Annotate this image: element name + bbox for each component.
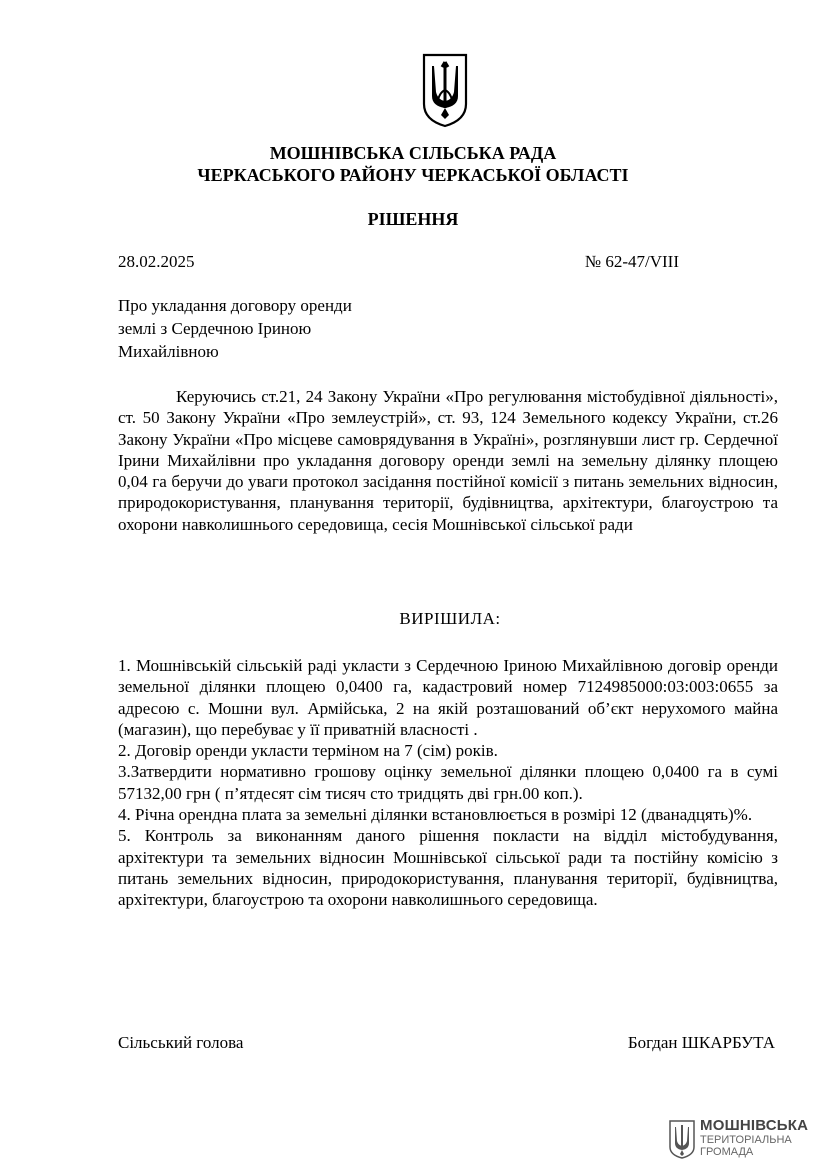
- community-logo: [668, 1115, 818, 1163]
- signatory-position: Сільський голова: [118, 1033, 244, 1052]
- decision-item: 2. Договір оренди укласти терміном на 7 (сім) років.: [118, 741, 498, 761]
- subject-line: Про укладання договору оренди: [118, 296, 352, 315]
- decision-item: 5. Контроль за виконанням даного рішення покласти на відділ містобудування, архітектури та земельних відносин Мошнівської сільської ради та постійну комісію з питань земельних відносин, природокористування, планування території, будівництва, архітектури, благоустрою та охорони навколишнього середовища.: [118, 826, 778, 910]
- council-name: МОШНІВСЬКА СІЛЬСЬКА РАДА: [269, 143, 557, 163]
- decision-number: № 62-47/VIII: [584, 252, 679, 271]
- signatory-name: Богдан ШКАРБУТА: [627, 1033, 775, 1052]
- logo-line-3: ГРОМАДА: [700, 1146, 754, 1158]
- logo-line-2: ТЕРИТОРІАЛЬНА: [700, 1134, 792, 1146]
- decision-items: [118, 655, 778, 911]
- council-district: ЧЕРКАСЬКОГО РАЙОНУ ЧЕРКАСЬКОЇ ОБЛАСТІ: [197, 165, 629, 185]
- coat-of-arms-icon: [421, 52, 469, 128]
- trident-shield-icon: [668, 1119, 696, 1159]
- resolved-heading: ВИРІШИЛА:: [399, 609, 501, 628]
- subject-line: землі з Сердечною Іриною: [118, 319, 312, 338]
- logo-line-1: МОШНІВСЬКА: [700, 1117, 809, 1134]
- decision-subject: [118, 294, 352, 363]
- decision-item: 4. Річна орендна плата за земельні ділянки встановлюється в розмірі 12 (дванадцять)%.: [118, 805, 753, 825]
- document-type: РІШЕННЯ: [367, 209, 459, 229]
- subject-line: Михайлівною: [118, 342, 219, 361]
- preamble-paragraph: Керуючись ст.21, 24 Закону України «Про регулювання містобудівної діяльності», ст. 50 Закону України «Про землеустрій», ст. 93, 124 Земельного кодексу України, ст.26 Закону України «Про місцеве самоврядування в Україні», розглянувши лист гр. Сердечної Ірини Михайлівни про укладання договору оренди землі на земельну ділянку площею 0,04 га беручи до уваги протокол засідання постійної комісії з питань земельних відносин, природокористування, планування території, будівництва, архітектури, благоустрою та охорони навколишнього середовища, сесія Мошнівської сільської ради: [118, 387, 778, 534]
- decision-item: 3.Затвердити нормативно грошову оцінку земельної ділянки площею 0,0400 га в сумі 57132,00 грн ( п’ятдесят сім тисяч сто тридцять дві грн.00 коп.).: [118, 762, 778, 803]
- decision-item: 1. Мошнівській сільській раді укласти з Сердечною Іриною Михайлівною договір оренди земельної ділянки площею 0,0400 га, кадастровий номер 7124985000:03:003:0655 за адресою с. Мошни вул. Армійська, 2 на якій розташований об’єкт нерухомого майна (магазин), що перебуває у її приватній власності .: [118, 656, 778, 739]
- decision-date: 28.02.2025: [118, 252, 195, 271]
